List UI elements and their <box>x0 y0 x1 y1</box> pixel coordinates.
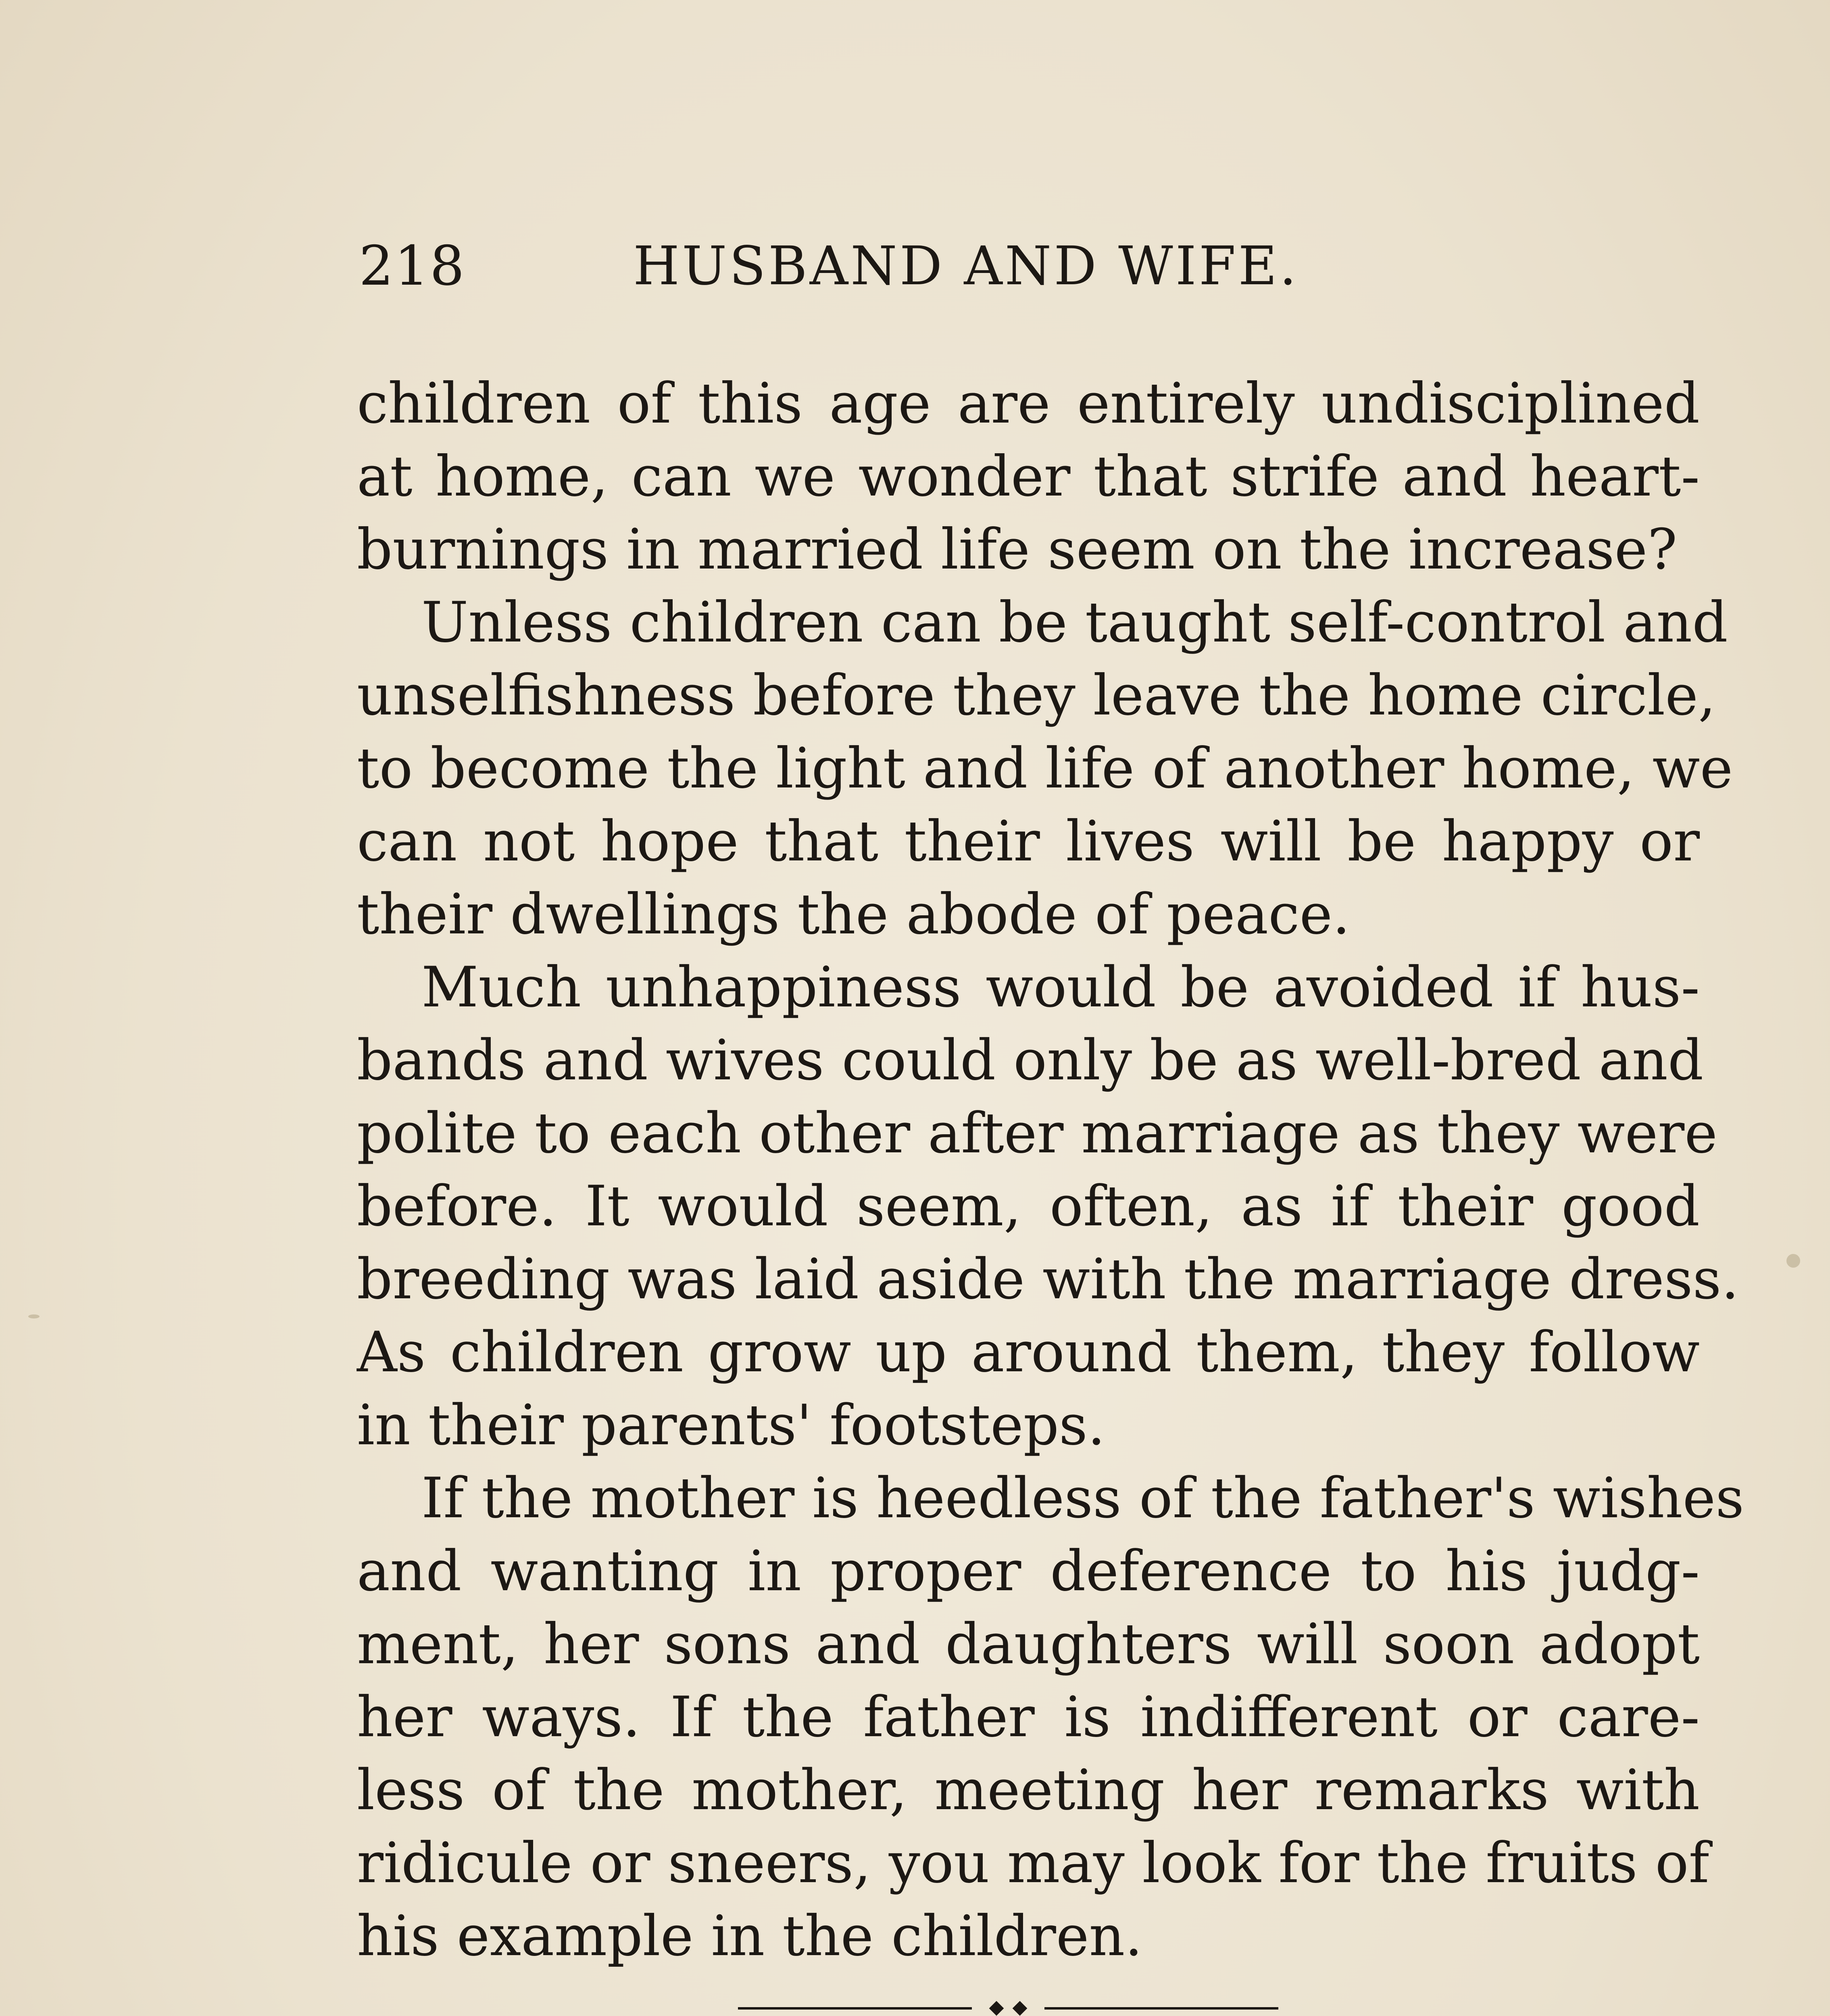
divider-rule-right <box>1044 2007 1278 2010</box>
text-line: As children grow up around them, they follow <box>357 1320 1700 1385</box>
text-line: before. It would seem, often, as if their good <box>357 1174 1700 1239</box>
paper-speck <box>1786 1254 1800 1268</box>
text-line: children of this age are entirely undisciplined <box>357 371 1700 436</box>
text-line: ridicule or sneers, you may look for the fruits of <box>357 1831 1709 1895</box>
text-line: can not hope that their lives will be happy or <box>357 809 1700 874</box>
text-line: unselfishness before they leave the home circle, <box>357 663 1716 728</box>
text-line: bands and wives could only be as well-bred and <box>357 1028 1704 1093</box>
text-line: polite to each other after marriage as they were <box>357 1101 1717 1166</box>
divider-diamond <box>989 2001 1004 2016</box>
text-line: in their parents' footsteps. <box>357 1393 1105 1458</box>
page-number: 218 <box>359 234 465 298</box>
section-divider-ornament <box>738 2000 1278 2016</box>
text-line: at home, can we wonder that strife and heart- <box>357 444 1700 509</box>
text-line: ment, her sons and daughters will soon adopt <box>357 1612 1700 1677</box>
page-header <box>359 226 1407 306</box>
text-line: his example in the children. <box>357 1904 1143 1968</box>
text-line: her ways. If the father is indifferent or care- <box>357 1685 1700 1749</box>
text-line: Much unhappiness would be avoided if hus- <box>421 955 1700 1020</box>
body-text <box>357 367 1745 1972</box>
text-line: burnings in married life seem on the increase? <box>357 517 1678 582</box>
text-line: If the mother is heedless of the father's wishes <box>421 1466 1745 1531</box>
running-head-title: HUSBAND AND WIFE. <box>633 235 1299 297</box>
text-line: Unless children can be taught self-control and <box>421 590 1728 655</box>
text-line: their dwellings the abode of peace. <box>357 882 1350 947</box>
divider-diamond <box>1013 2001 1028 2016</box>
text-line: breeding was laid aside with the marriage dress. <box>357 1247 1739 1312</box>
text-line: less of the mother, meeting her remarks with <box>357 1758 1700 1822</box>
text-line: and wanting in proper deference to his judg- <box>357 1539 1700 1604</box>
text-line: to become the light and life of another home, we <box>357 736 1733 801</box>
paper-speck <box>28 1314 40 1318</box>
divider-rule-left <box>738 2007 972 2010</box>
